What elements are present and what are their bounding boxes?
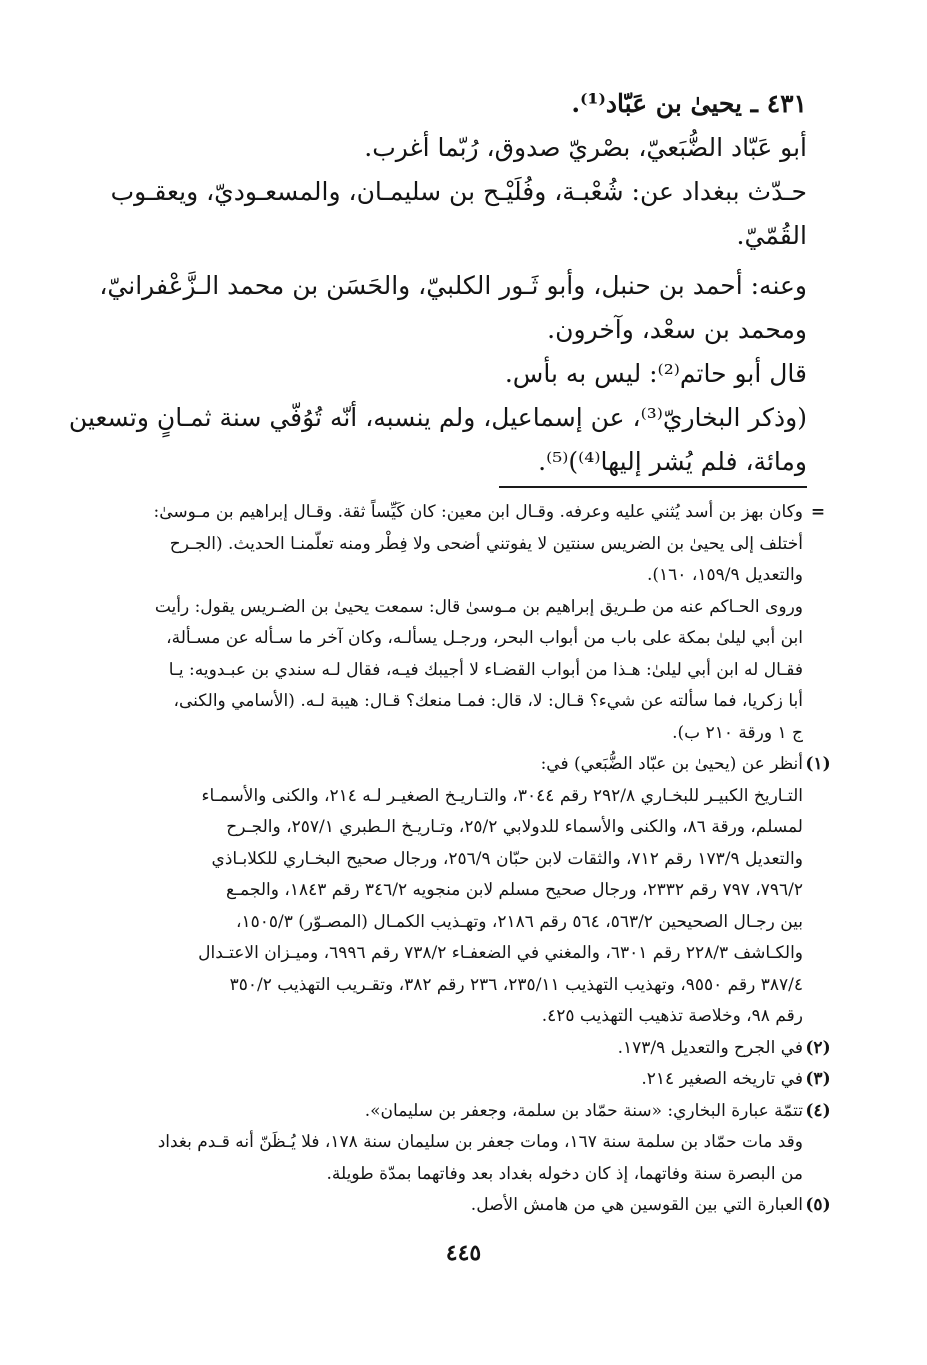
entry-line: ومحمد بن سعْد، وآخرون. — [547, 315, 807, 344]
entry-body — [68, 82, 807, 484]
footnote-line: لمسلم، ورقة ٨٦، والكنى والأسماء للدولابي ٢٥/٢، وتـاريـخ الـطبري ٢٥٧/١، والجـرح — [226, 817, 803, 837]
footnote-continuation-line: والتعديل ١٥٩/٩، ١٦٠). — [647, 565, 803, 585]
footnote-continuation-line: = وكان بهز بن أسد يُثني عليه وعرفه. وقـال ابن معين: كان كَيِّساً ثقة. وقـال إبراهيم بن مـوسىٰ: — [115, 497, 831, 529]
footnote-line: رقم ٩٨، وخلاصة تذهيب التهذيب ٤٢٥. — [541, 1006, 803, 1026]
footnote-continuation-line: ج ١ ورقة ٢١٠ ب). — [672, 722, 803, 743]
entry-line: وعنه: أحمد بن حنبل، وأبو ثَـور الكلبيّ، والحَسَن بن محمد الـزَّعْفرانيّ، — [99, 271, 807, 300]
footnote-continuation-line: أختلف إلى يحيىٰ بن الضريس سنتين لا يفوتني أضحى ولا فِطْر ومنه تعلّمنـا الحديث. (الجـرح — [169, 533, 803, 554]
footnote-separator — [499, 486, 807, 488]
footnote-3: (٣) في تاريخه الصغير ٢١٤. — [115, 1064, 831, 1096]
entry-line: قال أبو حاتم⁽²⁾: ليس به بأس. — [504, 359, 807, 388]
footnote-5: (٥) العبارة التي بين القوسين هي من هامش الأصل. — [115, 1190, 831, 1222]
footnote-continuation-line: أبا زكريا، فما سألته عن شيء؟ قـال: لا، قال: فمـا منعك؟ قـال: هيبة لـه. (الأسامي والكنى، — [173, 691, 803, 711]
footnote-marker: (١) — [805, 754, 831, 774]
footnote-marker: (٣) — [805, 1069, 831, 1089]
footnote-line: التـاريخ الكبيـر للبخـاري ٢٩٢/٨ رقم ٣٠٤٤، والتـاريـخ الصغيـر لـه ٢١٤، والكنى والأسمـاء — [201, 785, 803, 806]
footnote-line: ٣٨٧/٤ رقم ٩٥٥٠، وتهذيب التهذيب ٢٣٥/١١، ٢٣٦ رقم ٣٨٢، وتقـريب التهذيب ٣٥٠/٢ — [229, 974, 803, 995]
continuation-marker: = — [810, 502, 826, 522]
footnotes — [115, 497, 831, 1222]
footnote-line: بين رجـال الصحيحين ٥٦٣/٢، ٥٦٤ رقم ٢١٨٦، وتهـذيب الكمـال (المصـوّر) ١٥٠٥/٣، — [235, 911, 803, 932]
footnote-continuation-line: وروى الحـاكم عنه من طـريق إبراهيم بن مـوسىٰ قال: سمعت يحيىٰ بن الضـريس يقول: رأيت — [154, 596, 803, 617]
footnote-marker: (٤) — [805, 1100, 831, 1121]
entry-line: ومائة، فلم يُشر إليها⁽⁴⁾)⁽⁵⁾. — [538, 447, 807, 476]
footnote-marker: (٥) — [805, 1195, 831, 1215]
entry-line: القُمّيّ. — [736, 221, 807, 250]
footnote-continuation-line: فقـال له ابن أبي ليلىٰ: هـذا من أبواب القضـاء لا أجيبك فيـه، فقال لـه سندي بن عبـدويه: يـا — [168, 659, 803, 680]
footnote-line: من البصرة سنة وفاتهما، إذ كان دخوله بغداد بعد وفاتهما بمدّة طويلة. — [326, 1163, 803, 1184]
entry-heading: ٤٣١ ـ يحيىٰ بن عَبّاد⁽¹⁾. — [571, 89, 807, 118]
footnote-line: والتعديل ١٧٣/٩ رقم ٧١٢، والثقات لابن حبّان ٢٥٦/٩، ورجال صحيح البخـاري للكلابـاذي — [211, 848, 803, 869]
footnote-2: (٢) في الجرح والتعديل ١٧٣/٩. — [115, 1033, 831, 1065]
footnote-line: وقد مات حمّاد بن سلمة سنة ١٦٧، ومات جعفر بن سليمان سنة ١٧٨، فلا يُـظَنّ أنه قـدم بغداد — [157, 1132, 803, 1152]
footnote-1: (١) أنظر عن (يحيىٰ بن عبّاد الضُّبَعي) في: — [115, 749, 831, 781]
footnote-line: والكـاشف ٢٢٨/٣ رقم ٦٣٠١، والمغني في الضعفـاء ٧٣٨/٢ رقم ٦٩٩٦، وميـزان الاعتـدال — [198, 943, 803, 963]
entry-line: حـدّث ببغداد عن: شُعْبـة، وفُلَيْـح بن سليمـان، والمسعـوديّ، ويعقـوب — [110, 177, 807, 206]
entry-line: أبو عَبّاد الضُّبَعيّ، بصْريّ صدوق، رُبّما أغرب. — [364, 133, 807, 162]
footnote-continuation-line: ابن أبي ليلىٰ بمكة على باب من أبواب البحر، ورجـل يسألـه، وكان آخر ما سـأله عن مسـألة، — [166, 628, 803, 648]
footnote-line: ٧٩٦/٢، ٧٩٧ رقم ٢٣٣٢، ورجال صحيح مسلم لابن منجويه ٣٤٦/٢ رقم ١٨٤٣، والجمـع — [226, 880, 803, 900]
footnote-marker: (٢) — [805, 1037, 831, 1058]
page-number: ٤٤٥ — [445, 1240, 482, 1266]
entry-line: (وذكر البخاريّ⁽³⁾، عن إسماعيل، ولم ينسبه، أنّه تُوُفّي سنة ثمـانٍ وتسعين — [68, 403, 807, 432]
footnote-4: (٤) تتمّة عبارة البخاري: «سنة حمّاد بن سلمة، وجعفر بن سليمان». — [115, 1096, 831, 1128]
